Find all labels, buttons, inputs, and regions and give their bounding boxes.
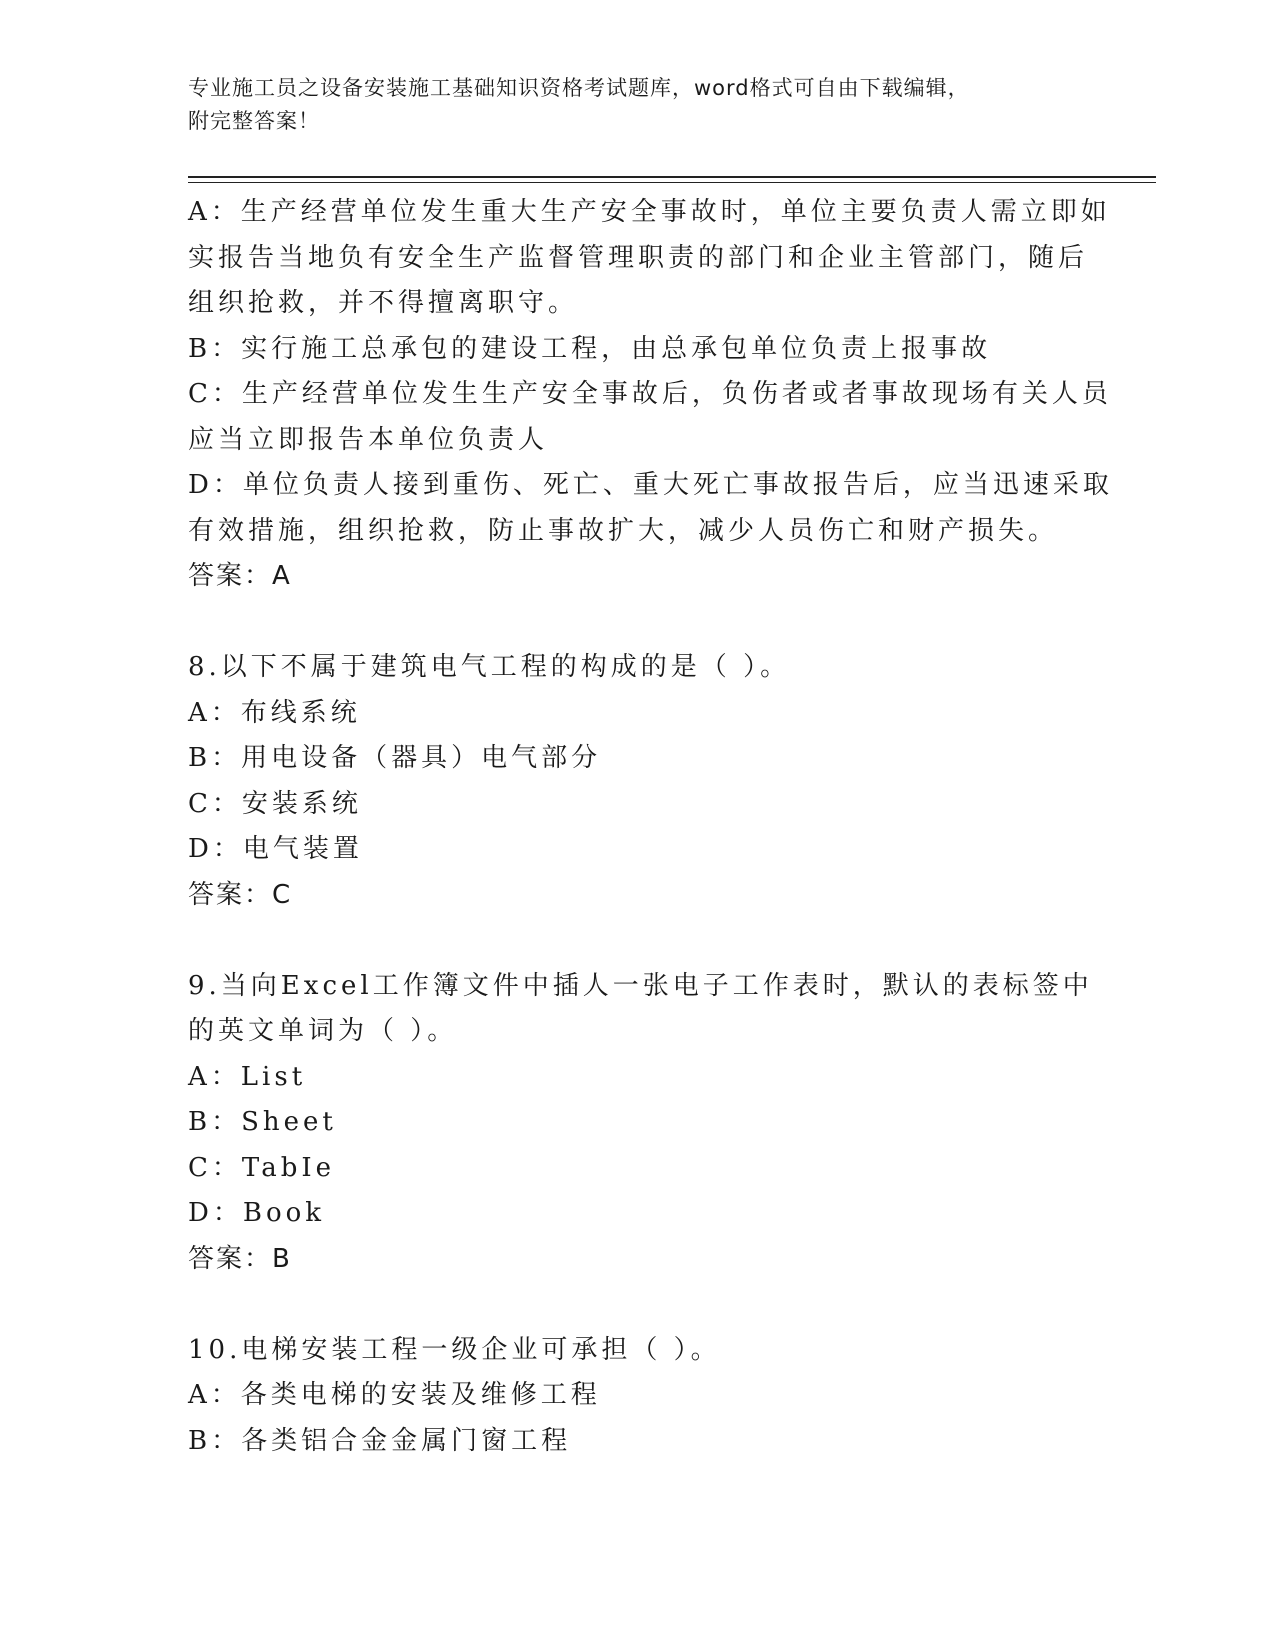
q7-option-c-line-2: 应当立即报告本单位负责人 — [188, 424, 549, 455]
q7-option-d-line-2: 有效措施，组织抢救，防止事故扩大，减少人员伤亡和财产损失。 — [188, 515, 1059, 546]
q8-option-b: B：用电设备（器具）电气部分 — [188, 743, 602, 773]
q8-option-a: A：布线系统 — [188, 697, 361, 728]
q7-answer: 答案：A — [188, 561, 292, 591]
q9-option-c: C：TabIe — [188, 1152, 336, 1183]
q9-option-b: B：Sheet — [188, 1107, 337, 1137]
q7-option-c-line-1: C：生产经营单位发生生产安全事故后，负伤者或者事故现场有关人员 — [188, 379, 1112, 409]
q8-option-c: C：安装系统 — [188, 788, 362, 819]
q7-option-a-line-2: 实报告当地负有安全生产监督管理职责的部门和企业主管部门，随后 — [188, 242, 1089, 273]
q9-stem-line-2: 的英文单词为（ ）。 — [188, 1016, 458, 1046]
q7-option-a-line-3: 组织抢救，并不得擅离职守。 — [188, 288, 579, 318]
q8-stem: 8.以下不属于建筑电气工程的构成的是（ ）。 — [188, 652, 791, 682]
q7-option-a-line-1: A：生产经营单位发生重大生产安全事故时，单位主要负责人需立即如 — [188, 197, 1111, 227]
question-9 — [188, 964, 1093, 1283]
document-header — [188, 72, 1068, 138]
spacer — [188, 1282, 1088, 1328]
header-line-1: 专业施工员之设备安装施工基础知识资格考试题库，word格式可自由下载编辑， — [188, 76, 970, 100]
spacer — [188, 600, 1088, 646]
spacer — [188, 918, 1088, 964]
q10-option-a: A：各类电梯的安装及维修工程 — [188, 1380, 601, 1410]
q7-option-b: B：实行施工总承包的建设工程，由总承包单位负责上报事故 — [188, 333, 992, 364]
q10-option-b: B：各类铝合金金属门窗工程 — [188, 1425, 572, 1456]
question-8 — [188, 645, 1088, 918]
question-10 — [188, 1328, 1088, 1465]
q9-option-d: D：Book — [188, 1198, 326, 1228]
header-divider-thick — [188, 176, 1156, 178]
q8-answer: 答案：C — [188, 879, 293, 910]
q8-option-d: D：电气装置 — [188, 834, 363, 864]
header-line-2: 附完整答案！ — [188, 109, 320, 133]
q10-stem: 10.电梯安装工程一级企业可承担（ ）。 — [188, 1334, 721, 1365]
question-content — [188, 190, 1113, 1464]
q9-option-a: A：List — [188, 1061, 307, 1092]
q7-option-d-line-1: D：单位负责人接到重伤、死亡、重大死亡事故报告后，应当迅速采取 — [188, 470, 1113, 500]
question-7 — [188, 190, 1113, 600]
header-divider-thin — [188, 182, 1156, 183]
q9-stem-line-1: 9.当向Excel工作簿文件中插人一张电子工作表时，默认的表标签中 — [188, 970, 1093, 1001]
q9-answer: 答案：B — [188, 1243, 292, 1274]
